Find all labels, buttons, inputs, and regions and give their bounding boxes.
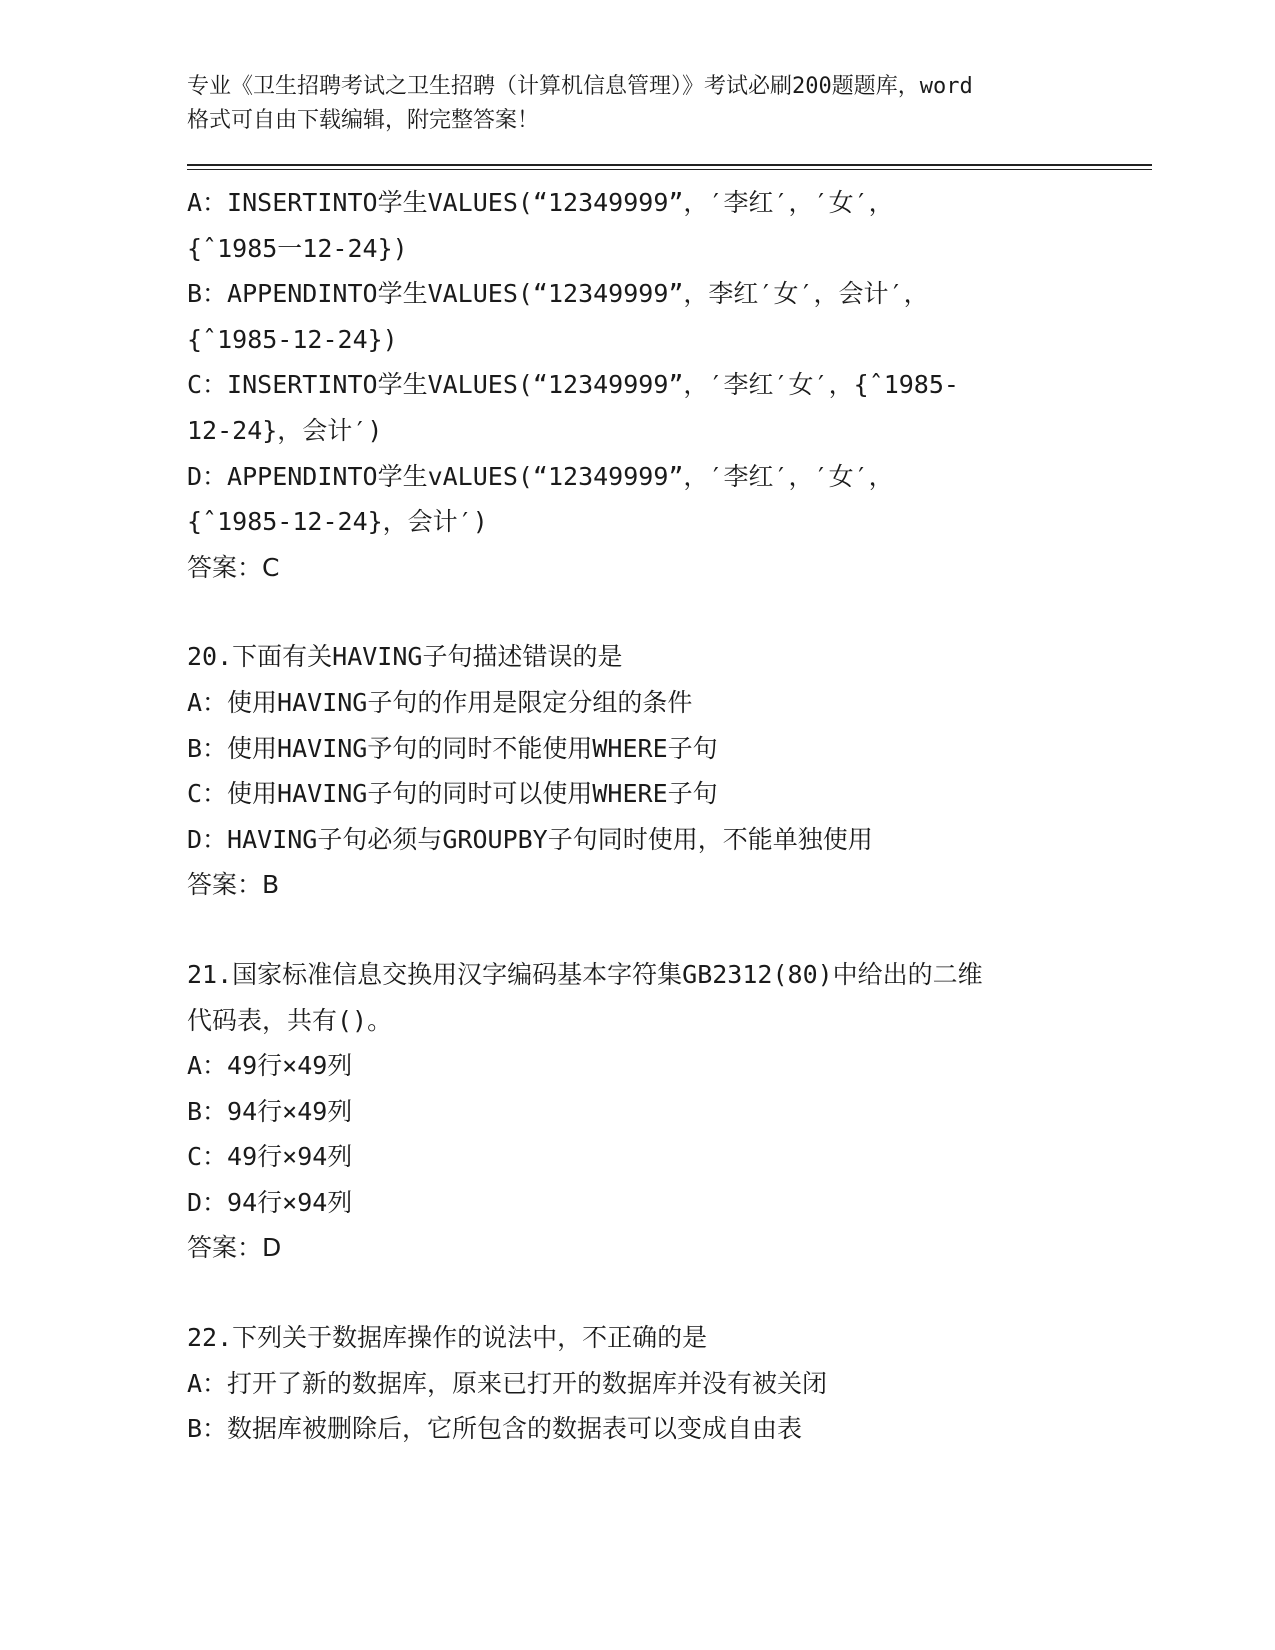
q21-option-d: D：94行×94列: [187, 1187, 353, 1217]
q22-option-b: B：数据库被删除后，它所包含的数据表可以变成自由表: [187, 1414, 803, 1444]
q21-option-b: B：94行×49列: [187, 1096, 353, 1126]
q20-option-a: A：使用HAVING子句的作用是限定分组的条件: [187, 687, 693, 717]
q19-option-c-line-2: 12-24}，会计′): [187, 415, 383, 445]
q21-title-line-1: 21.国家标准信息交换用汉字编码基本字符集GB2312(80)中给出的二维: [187, 959, 983, 989]
q19-option-b-line-1: B：APPENDINTO学生VALUES(“12349999”，李红′女′，会计′，: [187, 279, 929, 309]
question-20: [187, 634, 1157, 908]
q21-option-c: C：49行×94列: [187, 1142, 353, 1172]
header-divider: [187, 164, 1152, 170]
q21-option-a: A：49行×49列: [187, 1051, 353, 1081]
q20-answer: 答案：B: [187, 870, 280, 900]
q22-title: 22.下列关于数据库操作的说法中，不正确的是: [187, 1323, 708, 1353]
q19-option-a-line-2: {ˆ1985一12-24}): [187, 233, 408, 263]
q20-option-d: D：HAVING子句必须与GROUPBY子句同时使用，不能单独使用: [187, 824, 873, 854]
q19-option-b-line-2: {ˆ1985-12-24}): [187, 324, 398, 354]
q19-option-d-line-2: {ˆ1985-12-24}，会计′): [187, 507, 488, 537]
q21-answer: 答案：D: [187, 1233, 282, 1263]
question-22: [187, 1315, 1157, 1452]
q19-option-d-line-1: D：APPENDINTO学生vALUES(“12349999”，′李红′，′女′，: [187, 461, 894, 491]
question-19-options: [187, 180, 1157, 590]
q22-option-a: A：打开了新的数据库，原来已打开的数据库并没有被关闭: [187, 1368, 828, 1398]
header-title-line-2: 格式可自由下载编辑，附完整答案！: [187, 108, 540, 133]
q20-title: 20.下面有关HAVING子句描述错误的是: [187, 642, 623, 672]
header-title-line-1: 专业《卫生招聘考试之卫生招聘（计算机信息管理）》考试必刷200题题库，word: [187, 74, 973, 99]
q21-title-line-2: 代码表，共有()。: [187, 1005, 393, 1035]
q19-answer: 答案：C: [187, 552, 280, 582]
q19-option-a-line-1: A：INSERTINTO学生VALUES(“12349999”，′李红′，′女′，: [187, 188, 894, 217]
q19-option-c-line-1: C：INSERTINTO学生VALUES(“12349999”，′李红′女′，{ˆ1985-: [187, 370, 959, 400]
question-21: [187, 952, 1157, 1271]
q20-option-c: C：使用HAVING子句的同时可以使用WHERE子句: [187, 779, 718, 809]
q20-option-b: B：使用HAVING予句的同时不能使用WHERE子句: [187, 733, 718, 763]
document-page: [187, 70, 1157, 1452]
